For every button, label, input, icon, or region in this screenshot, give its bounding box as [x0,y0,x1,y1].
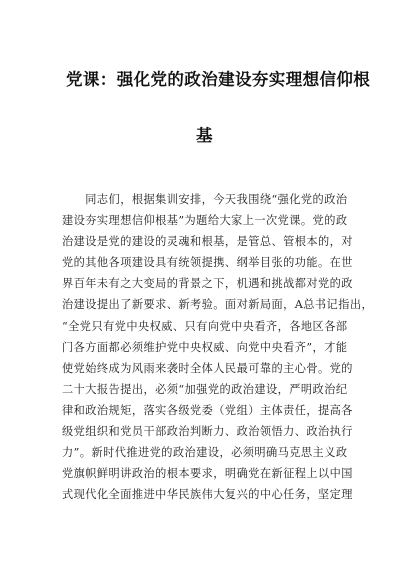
body-line: 同志们，根据集训安排，今天我围绕“强化党的政治 [62,193,348,206]
body-line: 级党组织和党员干部政治判断力、政治领悟力、政治执行 [62,425,353,439]
body-line: 界百年未有之大变局的背景之下，机遇和挑战都对党的政 [62,277,353,291]
body-line: 门各方面都必须维护党中央权威、向党中央看齐”，才能 [62,340,348,354]
body-line: 治建设是党的建设的灵魂和根基，是管总、管根本的，对 [62,235,353,249]
document-title-line-2: 基 [196,126,213,145]
body-line: 党的其他各项建设具有统领提携、纲举目张的功能。在世 [62,256,353,270]
document-title-line-1: 党课：强化党的政治建设夯实理想信仰根 [66,70,371,89]
body-line: 力”。新时代推进党的政治建设，必须明确马克思主义政 [62,446,348,460]
document-body [62,189,374,505]
body-line: 二十大报告提出，必须“加强党的政治建设，严明政治纪 [62,382,348,396]
body-line: 建设夯实理想信仰根基”为题给大家上一次党课。党的政 [62,214,348,228]
body-line: 治建设提出了新要求、新考验。面对新局面，A总书记指出， [62,298,374,312]
body-line: 式现代化全面推进中华民族伟大复兴的中心任务，坚定理 [62,488,353,502]
body-line: 党旗帜鲜明讲政治的根本要求，明确党在新征程上以中国 [62,467,353,481]
body-line: 律和政治规矩，落实各级党委（党组）主体责任，提高各 [62,403,353,417]
body-line: 使党始终成为风雨来袭时全体人民最可靠的主心骨。党的 [62,361,353,375]
body-line: “全党只有党中央权威、只有向党中央看齐，各地区各部 [62,319,348,333]
